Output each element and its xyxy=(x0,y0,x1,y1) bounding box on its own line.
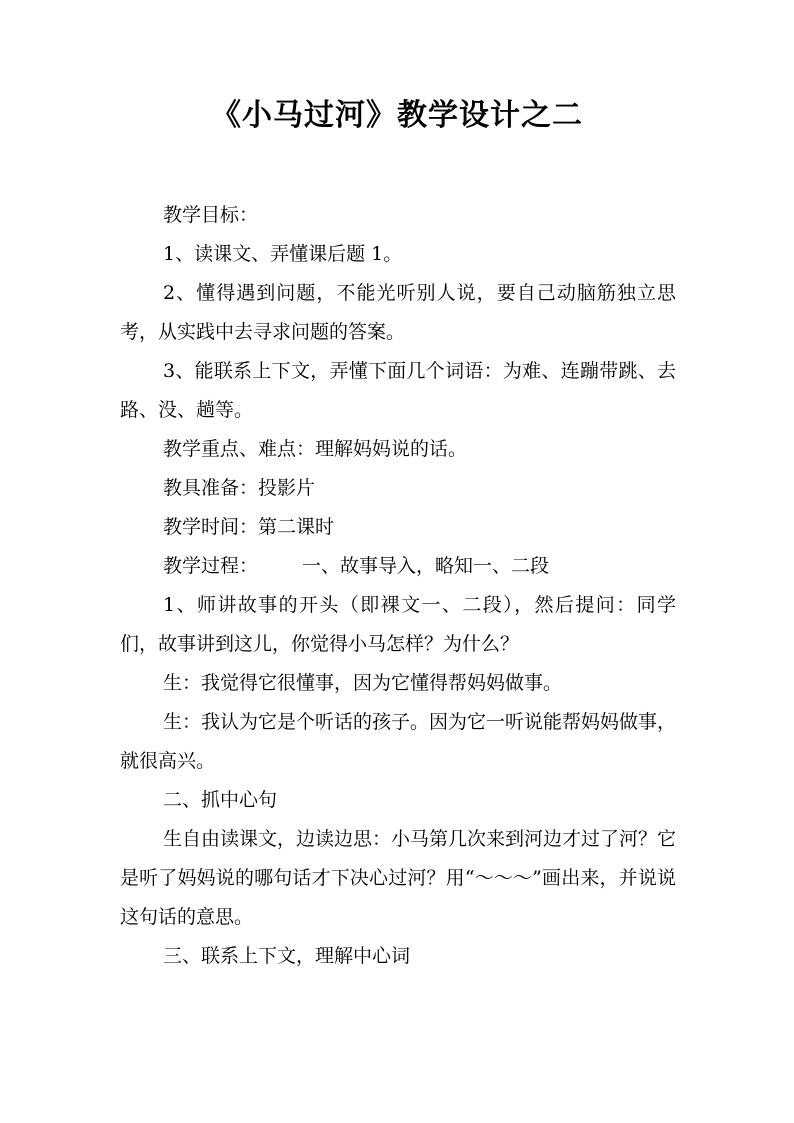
paragraph-goal-2: 2、懂得遇到问题，不能光听别人说，要自己动脑筋独立思考，从实践中去寻求问题的答案。 xyxy=(120,282,676,343)
paragraph-section-2-activity: 生自由读课文，边读边思：小马第几次来到河边才过了河？它是听了妈妈说的哪句话才下决心过河？用“～～～”画出来，并说说这句话的意思。 xyxy=(120,828,677,928)
paragraph-teaching-process xyxy=(120,547,676,586)
paragraph-teaching-goals: 教学目标： xyxy=(163,204,259,226)
document-body xyxy=(120,196,676,976)
paragraph-teaching-aids: 教具准备：投影片 xyxy=(163,477,316,499)
paragraph-section-2-heading: 二、抓中心句 xyxy=(163,789,278,811)
paragraph-student-answer-1: 生：我觉得它很懂事，因为它懂得帮妈妈做事。 xyxy=(163,672,563,694)
paragraph-section-3-heading: 三、联系上下文，理解中心词 xyxy=(163,945,411,967)
paragraph-key-points: 教学重点、难点：理解妈妈说的话。 xyxy=(163,438,468,460)
document-title: 《小马过河》教学设计之二 xyxy=(211,98,583,133)
teaching-process-label: 教学过程： xyxy=(163,555,259,577)
paragraph-teaching-time: 教学时间：第二课时 xyxy=(163,516,335,538)
paragraph-step-1-question: 1、师讲故事的开头（即裸文一、二段），然后提问：同学们，故事讲到这儿，你觉得小马怎样？为什么？ xyxy=(120,594,676,655)
paragraph-goal-1: 1、读课文、弄懂课后题 1。 xyxy=(163,243,403,265)
paragraph-student-answer-2: 生：我认为它是个听话的孩子。因为它一听说能帮妈妈做事，就很高兴。 xyxy=(120,711,677,772)
paragraph-goal-3: 3、能联系上下文，弄懂下面几个词语：为难、连蹦带跳、去路、没、趟等。 xyxy=(120,360,676,421)
teaching-process-step-1: 一、故事导入，略知一、二段 xyxy=(302,555,550,577)
